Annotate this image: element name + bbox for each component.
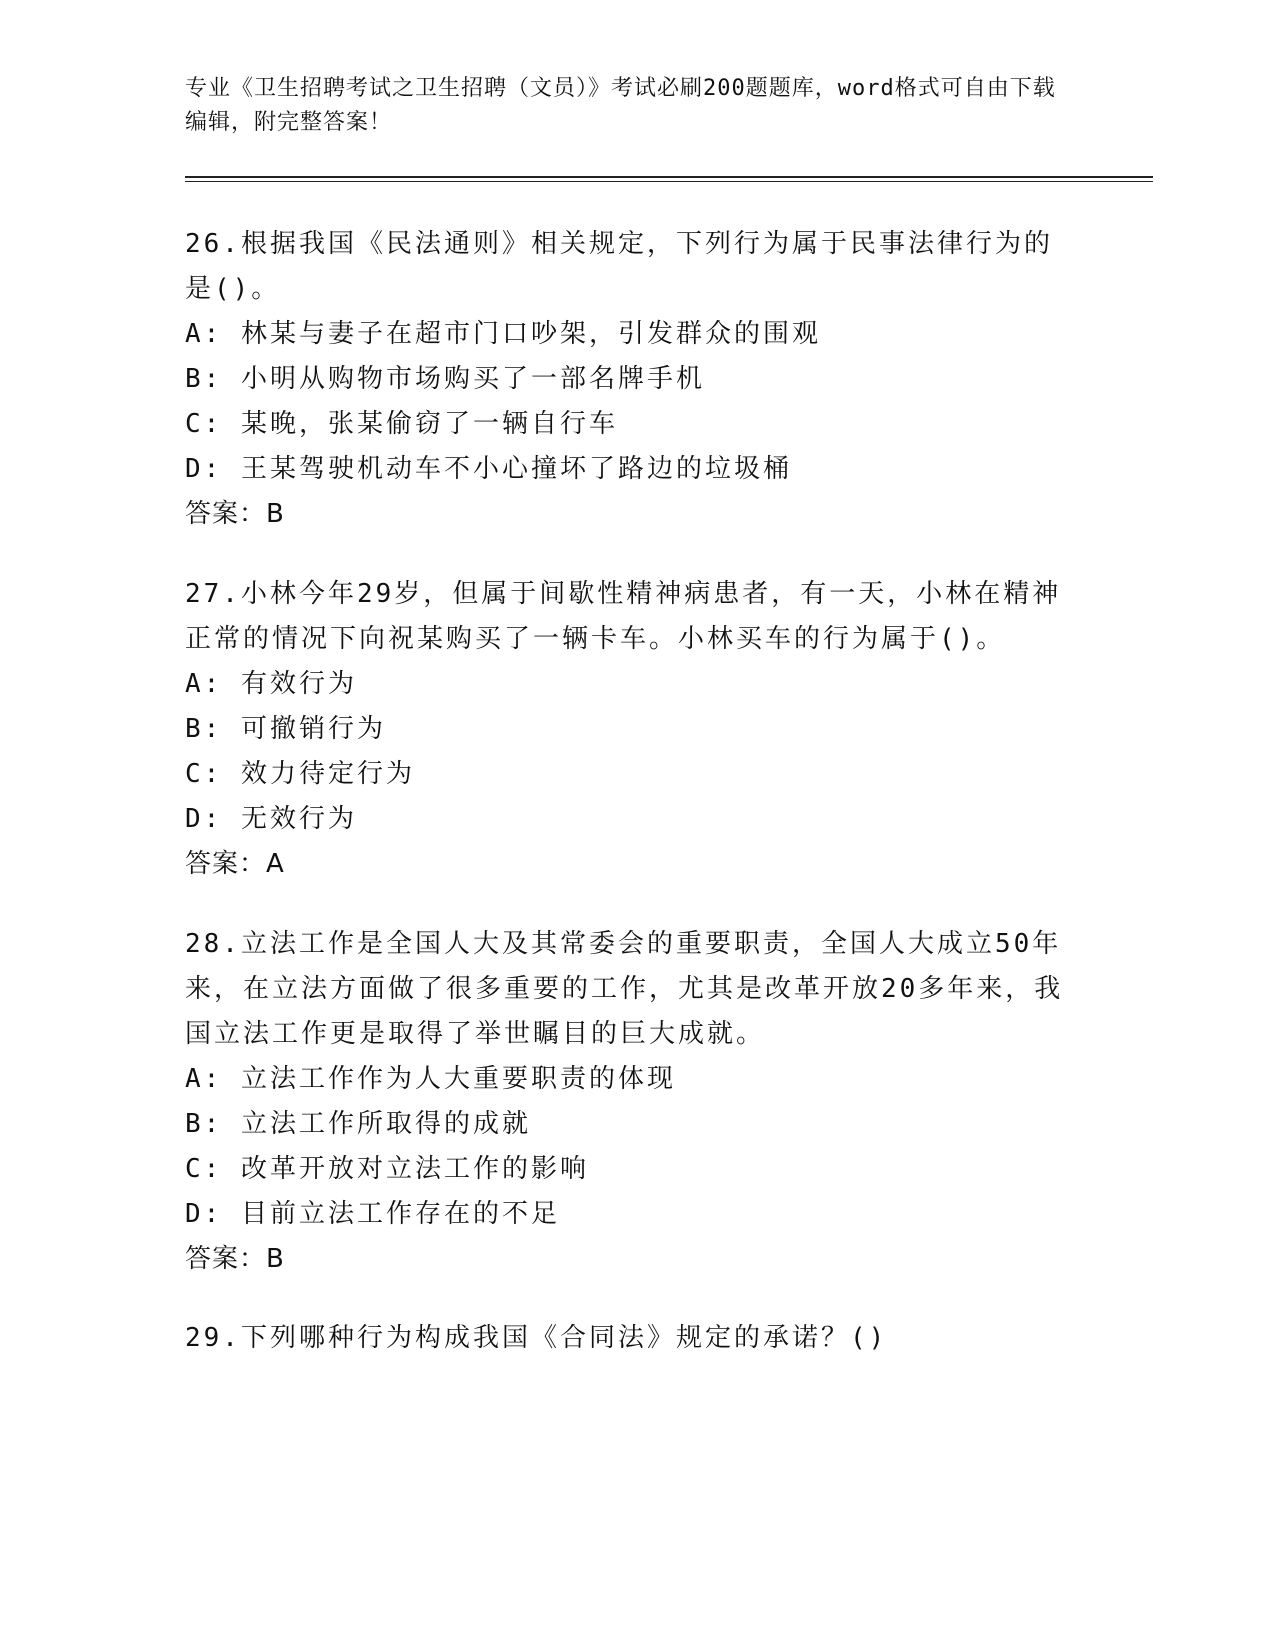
question-stem: 27.小林今年29岁，但属于间歇性精神病患者，有一天，小林在精神正常的情况下向祝某购买了一辆卡车。小林买车的行为属于()。 <box>185 579 1062 654</box>
option-b: B: 可撤销行为 <box>185 714 386 744</box>
question-29 <box>185 1316 1065 1361</box>
question-27 <box>185 572 1065 887</box>
header-divider <box>185 176 1153 182</box>
question-stem: 29.下列哪种行为构成我国《合同法》规定的承诺？() <box>185 1323 888 1353</box>
question-stem: 28.立法工作是全国人大及其常委会的重要职责，全国人大成立50年来，在立法方面做了很多重要的工作，尤其是改革开放20多年来，我国立法工作更是取得了举世瞩目的巨大成就。 <box>185 929 1064 1049</box>
question-stem: 26.根据我国《民法通则》相关规定，下列行为属于民事法律行为的是()。 <box>185 229 1053 304</box>
answer: 答案：B <box>185 499 285 529</box>
option-a: A: 有效行为 <box>185 669 357 699</box>
option-c: C: 效力待定行为 <box>185 759 415 789</box>
document-header: 专业《卫生招聘考试之卫生招聘（文员）》考试必刷200题题库，word格式可自由下载编辑，附完整答案！ <box>185 76 1056 135</box>
answer: 答案：A <box>185 849 285 879</box>
question-26 <box>185 222 1065 537</box>
option-a: A: 林某与妻子在超市门口吵架，引发群众的围观 <box>185 319 821 349</box>
option-a: A: 立法工作作为人大重要职责的体现 <box>185 1064 676 1094</box>
option-d: D: 王某驾驶机动车不小心撞坏了路边的垃圾桶 <box>185 454 792 484</box>
option-c: C: 改革开放对立法工作的影响 <box>185 1154 589 1184</box>
option-b: B: 小明从购物市场购买了一部名牌手机 <box>185 364 705 394</box>
answer: 答案：B <box>185 1244 285 1274</box>
option-d: D: 目前立法工作存在的不足 <box>185 1199 560 1229</box>
option-c: C: 某晚，张某偷窃了一辆自行车 <box>185 409 618 439</box>
option-d: D: 无效行为 <box>185 804 357 834</box>
option-b: B: 立法工作所取得的成就 <box>185 1109 531 1139</box>
question-28 <box>185 922 1065 1282</box>
